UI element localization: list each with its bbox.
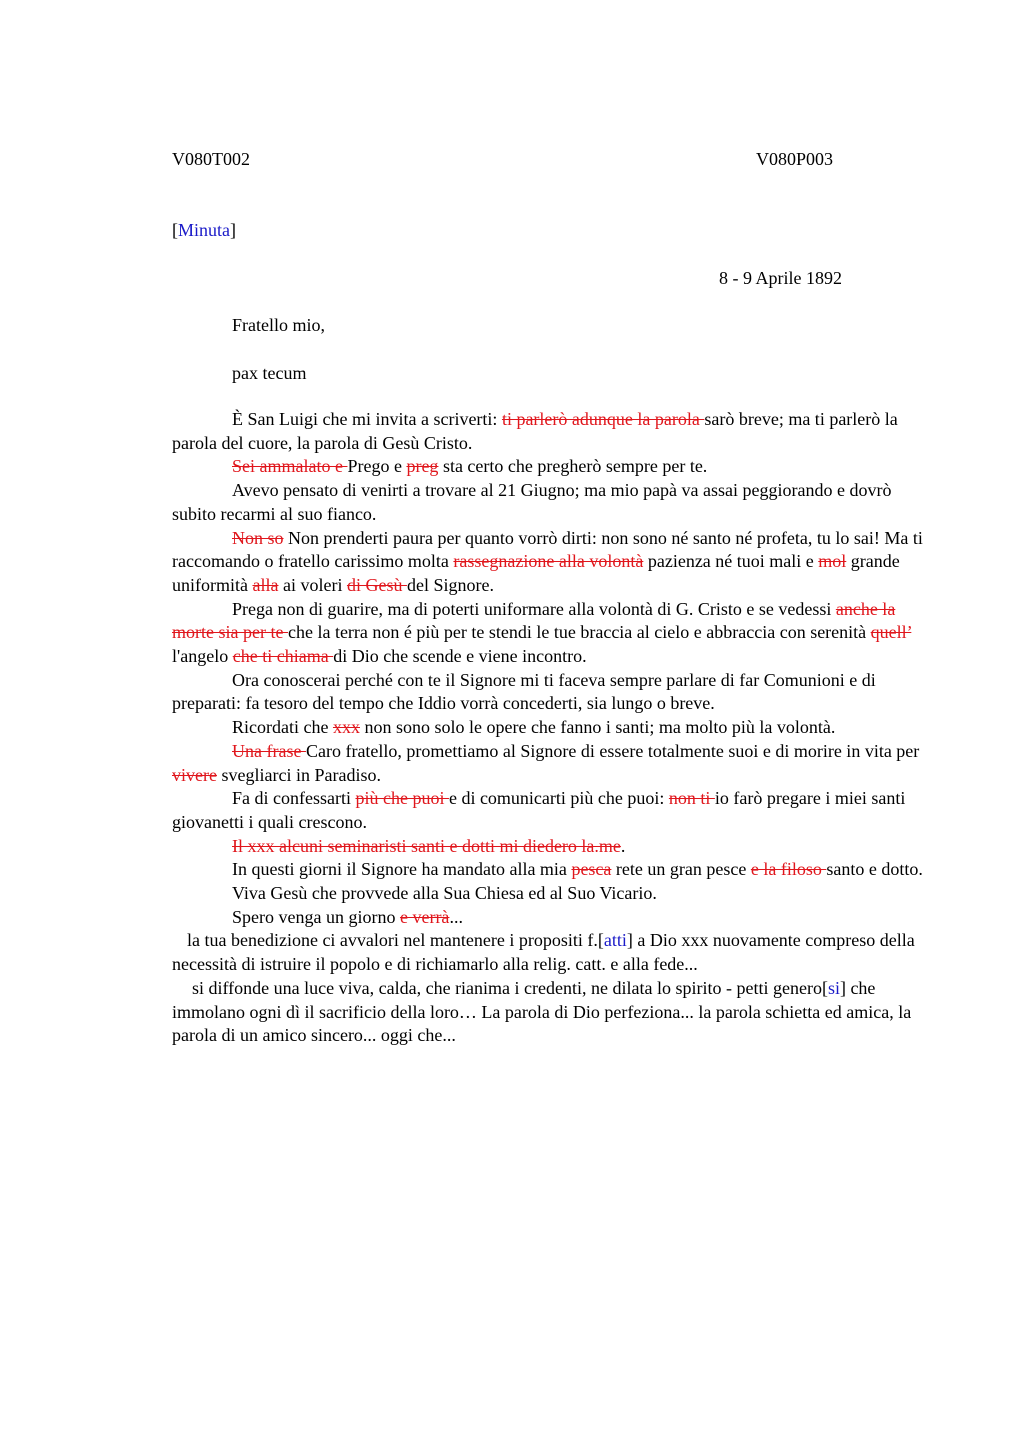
deleted-text: alla [252, 574, 279, 595]
text-segment: Ricordati che [232, 717, 333, 738]
text-segment: Caro fratello, promettiamo al Signore di essere totalmente suoi e di morire in vita per [305, 740, 920, 761]
deleted-text: anche la morte sia per te [172, 598, 896, 643]
text-segment: si diffonde una luce viva, calda, che rianima i credenti, ne dilata lo spirito - petti genero[ [192, 977, 828, 998]
text-segment: ] che immolano ogni dì il sacrificio della loro… La parola di Dio perfeziona... la parola schietta ed amica, la parola di un amico sincero... oggi che... [172, 977, 912, 1046]
letter-paragraph [172, 479, 924, 526]
letter-paragraph [172, 408, 924, 455]
document-code-right: V080P003 [756, 149, 834, 169]
text-segment: l'angelo [172, 646, 233, 667]
text-segment: Spero venga un giorno [232, 906, 400, 927]
letter-paragraph [172, 929, 924, 976]
deleted-text: più che puoi [355, 788, 449, 809]
deleted-text: pesca [571, 859, 612, 880]
text-segment: grande uniformità [172, 551, 900, 595]
text-segment: rete un gran pesce [611, 859, 751, 880]
letter-paragraph [172, 527, 924, 598]
text-segment: È San Luigi che mi invita a scriverti: [232, 409, 502, 429]
letter-paragraph [172, 787, 924, 834]
letter-paragraph [172, 455, 924, 479]
letter-paragraph [172, 740, 924, 787]
deleted-text: che ti chiama [232, 646, 334, 667]
deleted-text: Non so [232, 527, 284, 548]
text-segment: la tua benedizione ci avvalori nel mantenere i propositi f.[ [187, 930, 604, 951]
draft-label: Minuta [178, 220, 230, 240]
text-segment: In questi giorni il Signore ha mandato alla mia [232, 859, 572, 880]
deleted-text: vivere [172, 764, 217, 785]
deleted-text: mol [818, 551, 847, 572]
document-code-left: V080T002 [172, 149, 250, 169]
draft-note: [Minuta] [172, 220, 236, 240]
text-segment: svegliarci in Paradiso. [216, 764, 381, 785]
deleted-text: non ti [668, 788, 715, 809]
letter-paragraph [172, 977, 924, 1048]
text-segment: Prega non di guarire, ma di poterti uniformare alla volontà di G. Cristo e se vedessi [232, 598, 836, 619]
letter-paragraph [172, 906, 924, 930]
deleted-text: Una frase [232, 740, 306, 761]
letter-paragraph [172, 669, 924, 716]
greeting: Fratello mio, [232, 315, 325, 335]
text-segment: Prego e [347, 456, 407, 477]
deleted-text: Sei ammalato e [232, 456, 348, 477]
text-segment: ai voleri [278, 574, 347, 595]
deleted-text: e la filoso [750, 859, 827, 880]
text-segment: del Signore. [406, 574, 494, 595]
deleted-text: rassegnazione alla volontà [453, 551, 644, 572]
salutation: pax tecum [232, 363, 307, 383]
text-segment: ] a Dio xxx nuovamente compreso della necessità di istruire il popolo e di richiamarlo alla relig. catt. e alla fede... [172, 930, 915, 975]
text-segment: sarò breve; ma ti parlerò la parola del cuore, la parola di Gesù Cristo. [172, 409, 898, 453]
deleted-text: ti parlerò adunque la parola [501, 409, 705, 429]
text-segment: Non prenderti paura per quanto vorrò dirti: non sono né santo né profeta, tu lo sai! Ma ti raccomando o fratello carissimo molta [172, 527, 923, 572]
editorial-insertion: atti [603, 930, 627, 951]
text-segment: Viva Gesù che provvede alla Sua Chiesa ed al Suo Vicario. [232, 883, 657, 904]
letter-date: 8 - 9 Aprile 1892 [719, 268, 842, 288]
text-segment: santo e dotto. [826, 859, 923, 880]
text-segment: io farò pregare i miei santi giovanetti i quali crescono. [172, 788, 906, 832]
text-segment: . [620, 835, 626, 856]
letter-paragraph [172, 716, 924, 740]
text-segment: Ora conoscerai perché con te il Signore mi ti faceva sempre parlare di far Comunioni e di preparati: fa tesoro del tempo che Iddio vorrà concederti, sia lungo o breve. [172, 669, 876, 714]
deleted-text: xxx [332, 717, 360, 738]
text-segment: ... [449, 906, 463, 927]
text-segment: pazienza né tuoi mali e [643, 551, 819, 572]
letter-paragraph [172, 598, 924, 669]
text-segment: non sono solo le opere che fanno i santi; ma molto più la volontà. [359, 717, 836, 738]
text-segment: e di comunicarti più che puoi: [448, 788, 669, 809]
text-segment: Avevo pensato di venirti a trovare al 21 Giugno; ma mio papà va assai peggiorando e dovrò subito recarmi al suo fianco. [172, 480, 892, 524]
text-segment: di Dio che scende e viene incontro. [333, 646, 587, 667]
letter-paragraph [172, 835, 924, 859]
deleted-text: Il xxx alcuni seminaristi santi e dotti mi diedero la.me [232, 835, 621, 856]
text-segment: Fa di confessarti [232, 788, 356, 809]
letter-body [172, 408, 924, 1048]
deleted-text: e verrà [399, 906, 450, 927]
text-segment: che la terra non é più per te stendi le tue braccia al cielo e abbraccia con serenità [287, 622, 871, 643]
letter-paragraph [172, 882, 924, 906]
deleted-text: preg [406, 456, 439, 477]
text-segment: sta certo che pregherò sempre per te. [438, 456, 708, 477]
editorial-insertion: si [827, 977, 840, 998]
letter-paragraph [172, 858, 924, 882]
deleted-text: quell’ [870, 622, 912, 643]
deleted-text: di Gesù [346, 574, 407, 595]
